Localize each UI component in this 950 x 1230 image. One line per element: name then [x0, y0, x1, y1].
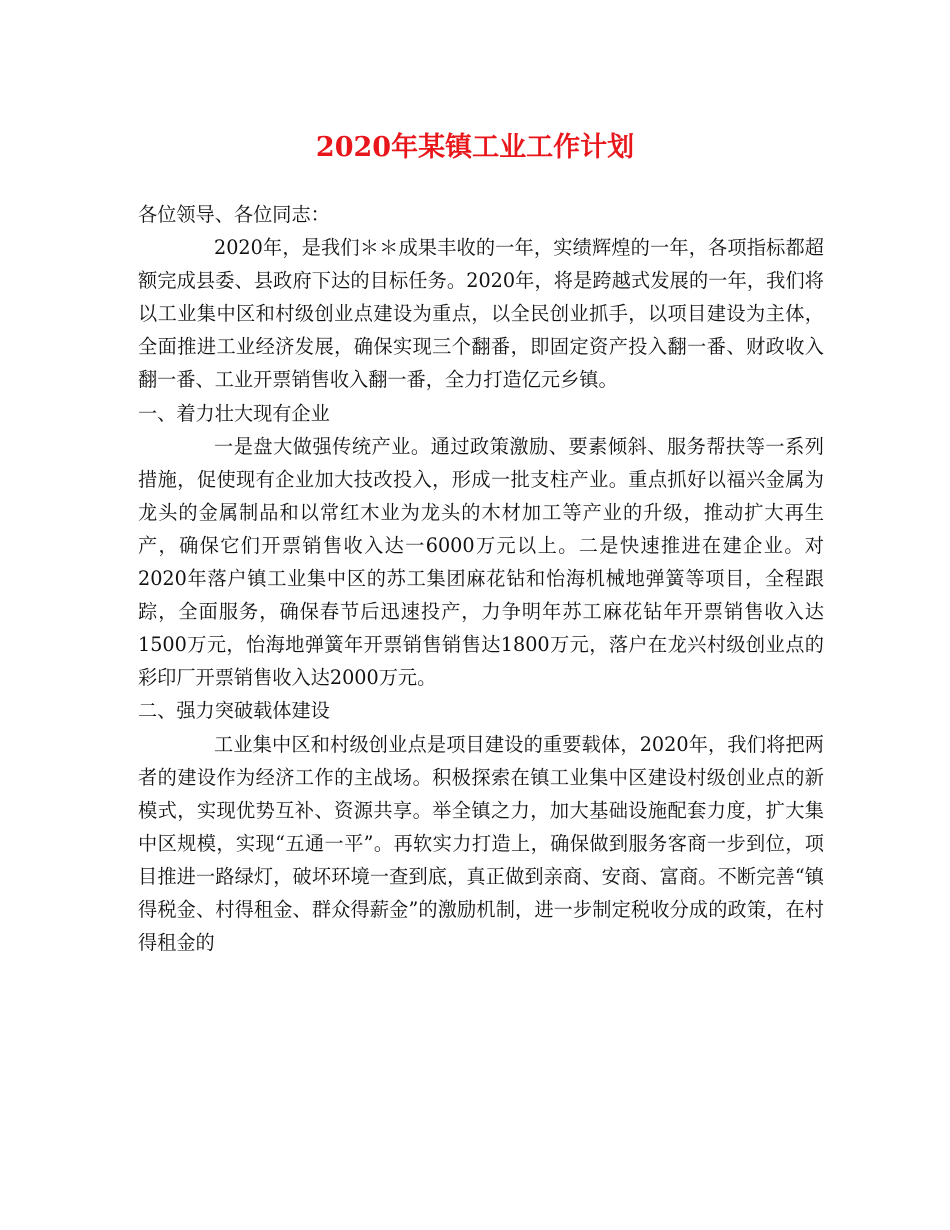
- document-title: 2020年某镇工业工作计划: [315, 132, 635, 163]
- paragraph-section-2: 工业集中区和村级创业点是项目建设的重要载体，2020年，我们将把两者的建设作为经济工作的主战场。积极探索在镇工业集中区建设村级创业点的新模式，实现优势互补、资源共享。举全镇之力，加大基础设施配套力度，扩大集中区规模，实现“五通一平”。再软实力打造上，确保做到服务客商一步到位，项目推进一路绿灯，破坏环境一查到底，真正做到亲商、安商、富商。不断完善“镇得税金、村得租金、群众得薪金”的激励机制，进一步制定税收分成的政策，在村得租金的: [138, 732, 824, 955]
- salutation: 各位领导、各位同志：: [138, 203, 330, 226]
- section-heading-2: 二、强力突破载体建设: [138, 699, 330, 723]
- section-heading-1: 一、着力壮大现有企业: [138, 401, 330, 425]
- paragraph-intro: 2020年，是我们＊＊成果丰收的一年，实绩辉煌的一年，各项指标都超额完成县委、县政府下达的目标任务。2020年，将是跨越式发展的一年，我们将以工业集中区和村级创业点建设为重点，以全民创业抓手，以项目建设为主体，全面推进工业经济发展，确保实现三个翻番，即固定资产投入翻一番、财政收入翻一番、工业开票销售收入翻一番，全力打造亿元乡镇。: [138, 236, 824, 392]
- document-body: [138, 198, 824, 959]
- paragraph-section-1: 一是盘大做强传统产业。通过政策激励、要素倾斜、服务帮扶等一系列措施，促使现有企业加大技改投入，形成一批支柱产业。重点抓好以福兴金属为龙头的金属制品和以常红木业为龙头的木材加工等产业的升级，推动扩大再生产，确保它们开票销售收入达一6000万元以上。二是快速推进在建企业。对2020年落户镇工业集中区的苏工集团麻花钻和怡海机械地弹簧等项目，全程跟踪，全面服务，确保春节后迅速投产，力争明年苏工麻花钻年开票销售收入达1500万元，怡海地弹簧年开票销售销售达1800万元，落户在龙兴村级创业点的彩印厂开票销售收入达2000万元。: [138, 434, 824, 690]
